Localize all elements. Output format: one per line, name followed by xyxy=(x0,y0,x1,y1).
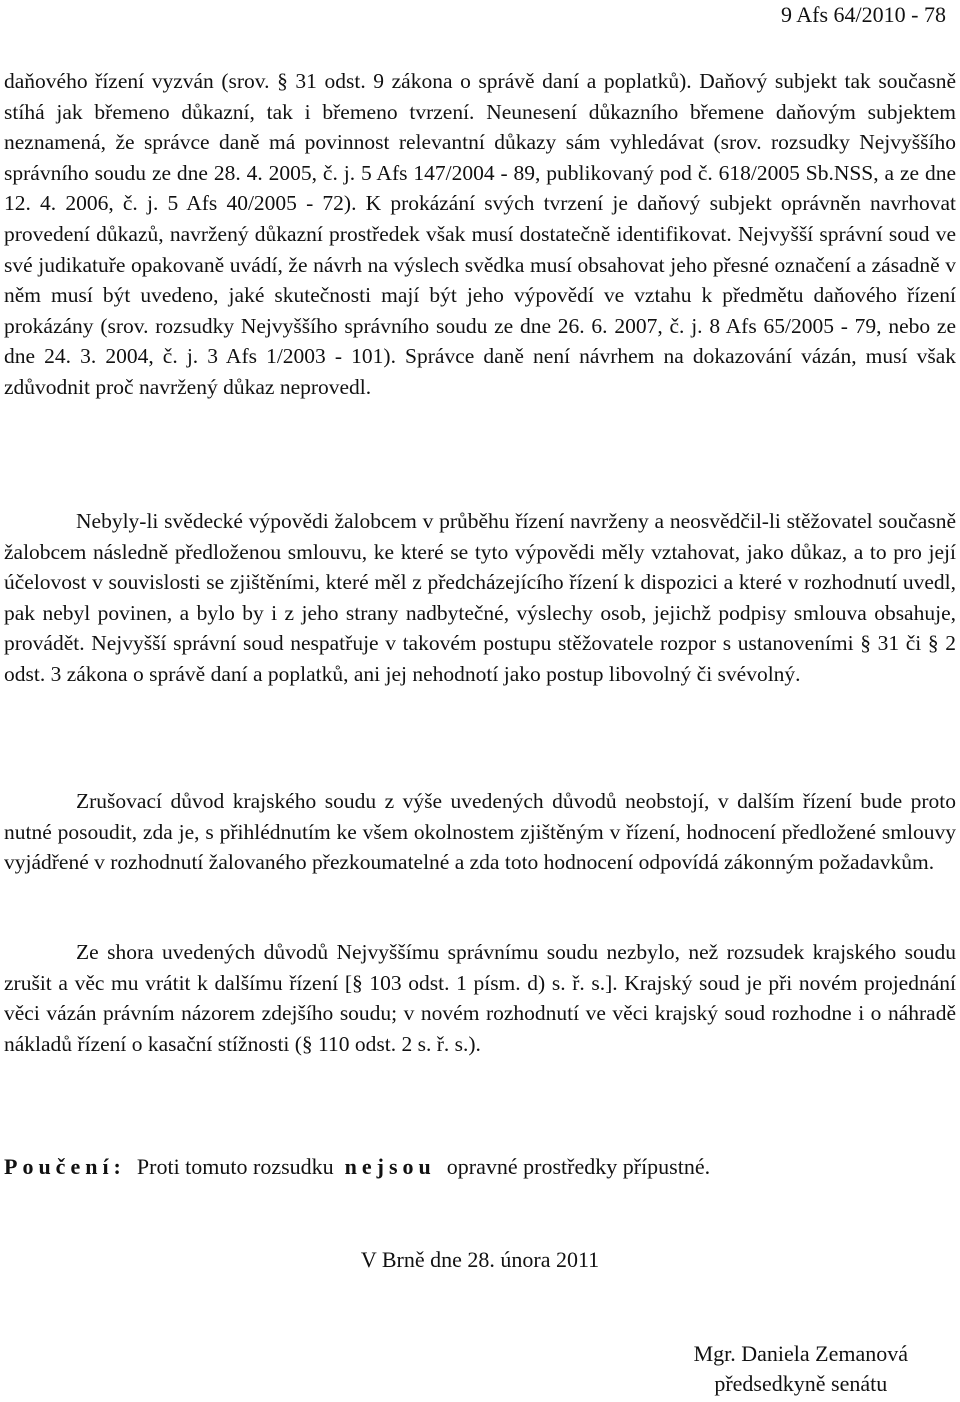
paragraph-3: Zrušovací důvod krajského soudu z výše uvedených důvodů neobstojí, v dalším řízení bude proto nutné posoudit, zda je, s přihlédnutím ke všem okolnostem zjištěným v řízení, hodnocení předložené smlouvy vyjádřené v rozhodnutí žalovaného přezkoumatelné a zda toto hodnocení odpovídá zákonným požadavkům. xyxy=(4,789,956,875)
paragraph-4: Ze shora uvedených důvodů Nejvyššímu správnímu soudu nezbylo, než rozsudek krajského soudu zrušit a věc mu vrátit k dalšímu řízení [§ 103 odst. 1 písm. d) s. ř. s.]. Krajský soud je při novém projednání věci vázán právním názorem zdejšího soudu; v novém rozhodnutí ve věci krajský soud rozhodne i o náhradě nákladů řízení o kasační stížnosti (§ 110 odst. 2 s. ř. s.). xyxy=(4,940,956,1056)
place-and-date: V Brně dne 28. února 2011 xyxy=(360,1247,600,1272)
case-number: 9 Afs 64/2010 - 78 xyxy=(781,2,946,27)
instruction-text-before: Proti tomuto rozsudku xyxy=(136,1154,334,1179)
signatory-role: předsedkyně senátu xyxy=(714,1371,888,1396)
instruction-label: Poučení: xyxy=(4,1154,126,1179)
legal-instruction xyxy=(4,1152,956,1182)
paragraph-1: daňového řízení vyzván (srov. § 31 odst. 9 zákona o správě daní a poplatků). Daňový subjekt tak současně stíhá jak břemeno důkazní, tak i břemeno tvrzení. Neunesení důkazního břemene daňovým subjektem neznamená, že správce daně má povinnost relevantní důkazy sám vyhledávat (srov. rozsudky Nejvyššího správního soudu ze dne 28. 4. 2005, č. j. 5 Afs 147/2004 - 89, publikovaný pod č. 618/2005 Sb.NSS, a ze dne 12. 4. 2006, č. j. 5 Afs 40/2005 - 72). K prokázání svých tvrzení je daňový subjekt oprávněn navrhovat provedení důkazů, navržený důkazní prostředek však musí dostatečně identifikovat. Nejvyšší správní soud ve své judikatuře opakovaně uvádí, že návrh na výslech svědka musí obsahovat jeho přesné označení a zásadně v něm musí být uvedeno, jaké skutečnosti mají být jeho výpovědí ve vztahu k předmětu daňového řízení prokázány (srov. rozsudky Nejvyššího správního soudu ze dne 26. 6. 2007, č. j. 8 Afs 65/2005 - 79, nebo ze dne 24. 3. 2004, č. j. 3 Afs 1/2003 - 101). Správce daně není návrhem na dokazování vázán, musí však zdůvodnit proč navržený důkaz neprovedl. xyxy=(4,69,956,399)
instruction-emphasis: nejsou xyxy=(344,1154,436,1179)
signature-block xyxy=(694,1339,908,1399)
instruction-text-after: opravné prostředky přípustné. xyxy=(446,1154,711,1179)
signatory-name: Mgr. Daniela Zemanová xyxy=(693,1341,908,1366)
paragraph-2: Nebyly-li svědecké výpovědi žalobcem v průběhu řízení navrženy a neosvědčil-li stěžovatel současně žalobcem následně předloženou smlouvu, ke které se tyto výpovědi měly vztahovat, jako důkaz, a to pro její účelovost v souvislosti se zjištěními, které měl z předcházejícího řízení k dispozici a které v rozhodnutí uvedl, pak nebyl povinen, a bylo by i z jeho strany nadbytečné, výslechy osob, jejichž podpisy smlouva obsahuje, provádět. Nejvyšší správní soud nespatřuje v takovém postupu stěžovatele rozpor s ustanoveními § 31 či § 2 odst. 3 zákona o správě daní a poplatků, ani jej nehodnotí jako postup libovolný či svévolný. xyxy=(4,509,956,686)
